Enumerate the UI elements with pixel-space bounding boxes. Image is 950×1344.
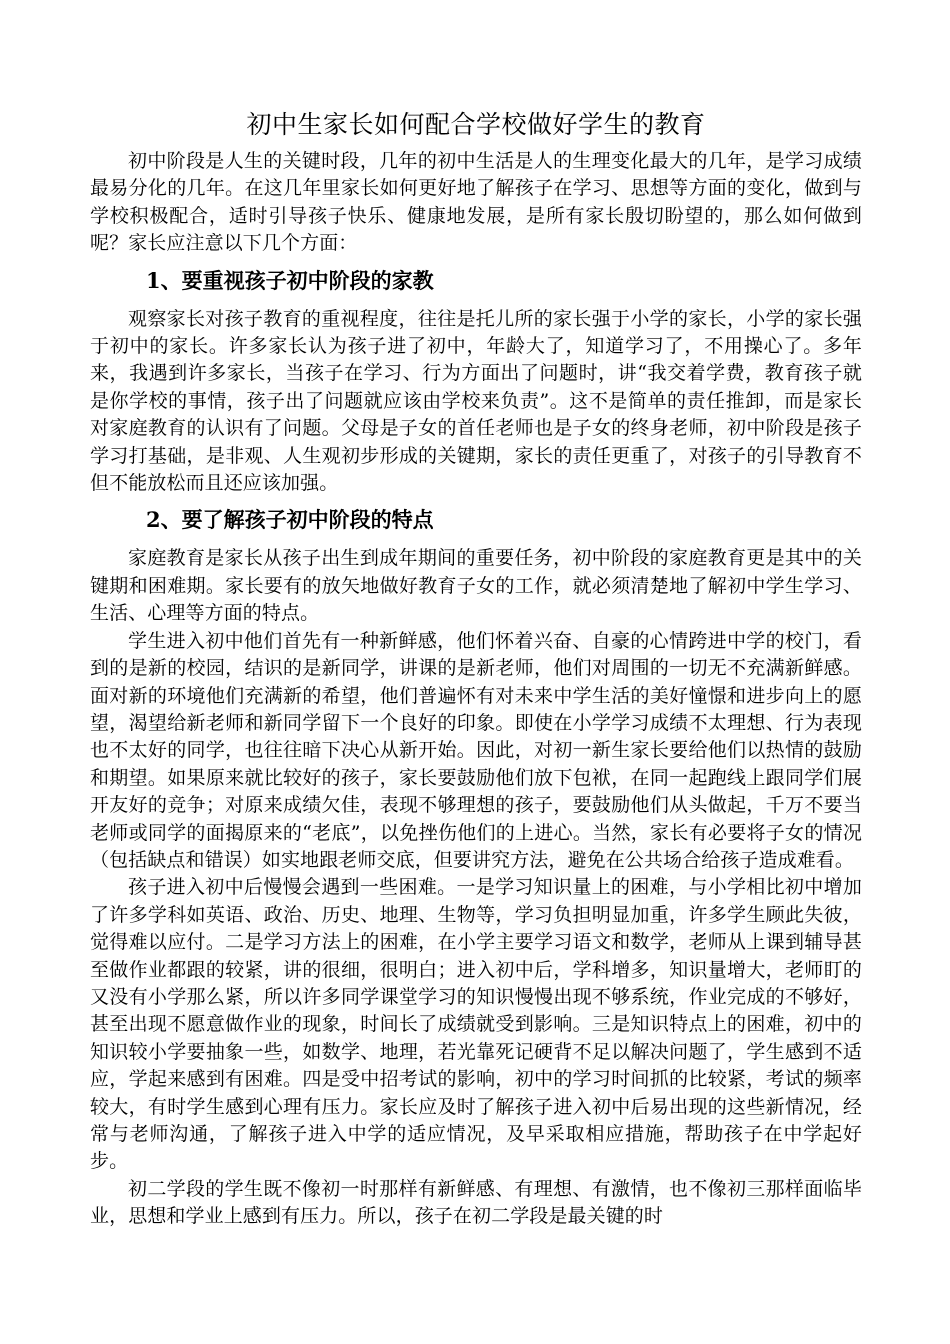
section-2-heading: 2、要了解孩子初中阶段的特点 bbox=[146, 507, 434, 533]
section-2-paragraph-3: 孩子进入初中后慢慢会遇到一些困难。一是学习知识量上的困难，与小学相比初中增加了许多学科如英语、政治、历史、地理、生物等，学习负担明显加重，许多学生顾此失彼，觉得难以应付。二是学习方法上的困难，在小学主要学习语文和数学，老师从上课到辅导甚至做作业都跟的较紧，讲的很细，很明白；进入初中后，学科增多，知识量增大，老师盯的又没有小学那么紧，所以许多同学课堂学习的知识慢慢出现不够系统，作业完成的不够好，甚至出现不愿意做作业的现象，时间长了成绩就受到影响。三是知识特点上的困难，初中的知识较小学要抽象一些，如数学、地理，若光靠死记硬背不足以解决问题了，学生感到不适应，学起来感到有困难。四是受中招考试的影响，初中的学习时间抓的比较紧，考试的频率较大，有时学生感到心理有压力。家长应及时了解孩子进入初中后易出现的这些新情况，经常与老师沟通，了解孩子进入中学的适应情况，及早采取相应措施，帮助孩子在中学起好步。 bbox=[90, 876, 862, 1173]
section-1-paragraph-1: 观察家长对孩子教育的重视程度，往往是托儿所的家长强于小学的家长，小学的家长强于初中的家长。许多家长认为孩子进了初中，年龄大了，知道学习了，不用操心了。多年来，我遇到许多家长，当孩子在学习、行为方面出了问题时，讲“我交着学费，教育孩子就是你学校的事情，孩子出了问题就应该由学校来负责”。这不是简单的责任推卸，而是家长对家庭教育的认识有了问题。父母是子女的首任老师也是子女的终身老师，初中阶段是孩子学习打基础，是非观、人生观初步形成的关键期，家长的责任更重了，对孩子的引导教育不但不能放松而且还应该加强。 bbox=[90, 307, 862, 495]
section-2-paragraph-4: 初二学段的学生既不像初一时那样有新鲜感、有理想、有激情，也不像初三那样面临毕业，思想和学业上感到有压力。所以，孩子在初二学段是最关键的时 bbox=[90, 1177, 862, 1228]
intro-paragraph: 初中阶段是人生的关键时段，几年的初中生活是人的生理变化最大的几年，是学习成绩最易分化的几年。在这几年里家长如何更好地了解孩子在学习、思想等方面的变化，做到与学校积极配合，适时引导孩子快乐、健康地发展，是所有家长殷切盼望的，那么如何做到呢？家长应注意以下几个方面： bbox=[90, 150, 862, 255]
section-1-heading: 1、要重视孩子初中阶段的家教 bbox=[146, 267, 434, 293]
document-page bbox=[90, 108, 862, 1231]
section-2-paragraph-1: 家庭教育是家长从孩子出生到成年期间的重要任务，初中阶段的家庭教育更是其中的关键期和困难期。家长要有的放矢地做好教育子女的工作，就必须清楚地了解初中学生学习、生活、心理等方面的特点。 bbox=[90, 547, 862, 625]
document-title: 初中生家长如何配合学校做好学生的教育 bbox=[246, 110, 706, 139]
section-2-paragraph-2: 学生进入初中他们首先有一种新鲜感，他们怀着兴奋、自豪的心情跨进中学的校门，看到的是新的校园，结识的是新同学，讲课的是新老师，他们对周围的一切无不充满新鲜感。面对新的环境他们充满新的希望，他们普遍怀有对未来中学生活的美好憧憬和进步向上的愿望，渴望给新老师和新同学留下一个良好的印象。即使在小学学习成绩不太理想、行为表现也不太好的同学，也往往暗下决心从新开始。因此，对初一新生家长要给他们以热情的鼓励和期望。如果原来就比较好的孩子，家长要鼓励他们放下包袱，在同一起跑线上跟同学们展开友好的竞争；对原来成绩欠佳，表现不够理想的孩子，要鼓励他们从头做起，千万不要当老师或同学的面揭原来的“老底”，以免挫伤他们的上进心。当然，家长有必要将子女的情况（包括缺点和错误）如实地跟老师交底，但要讲究方法，避免在公共场合给孩子造成难看。 bbox=[90, 629, 862, 871]
